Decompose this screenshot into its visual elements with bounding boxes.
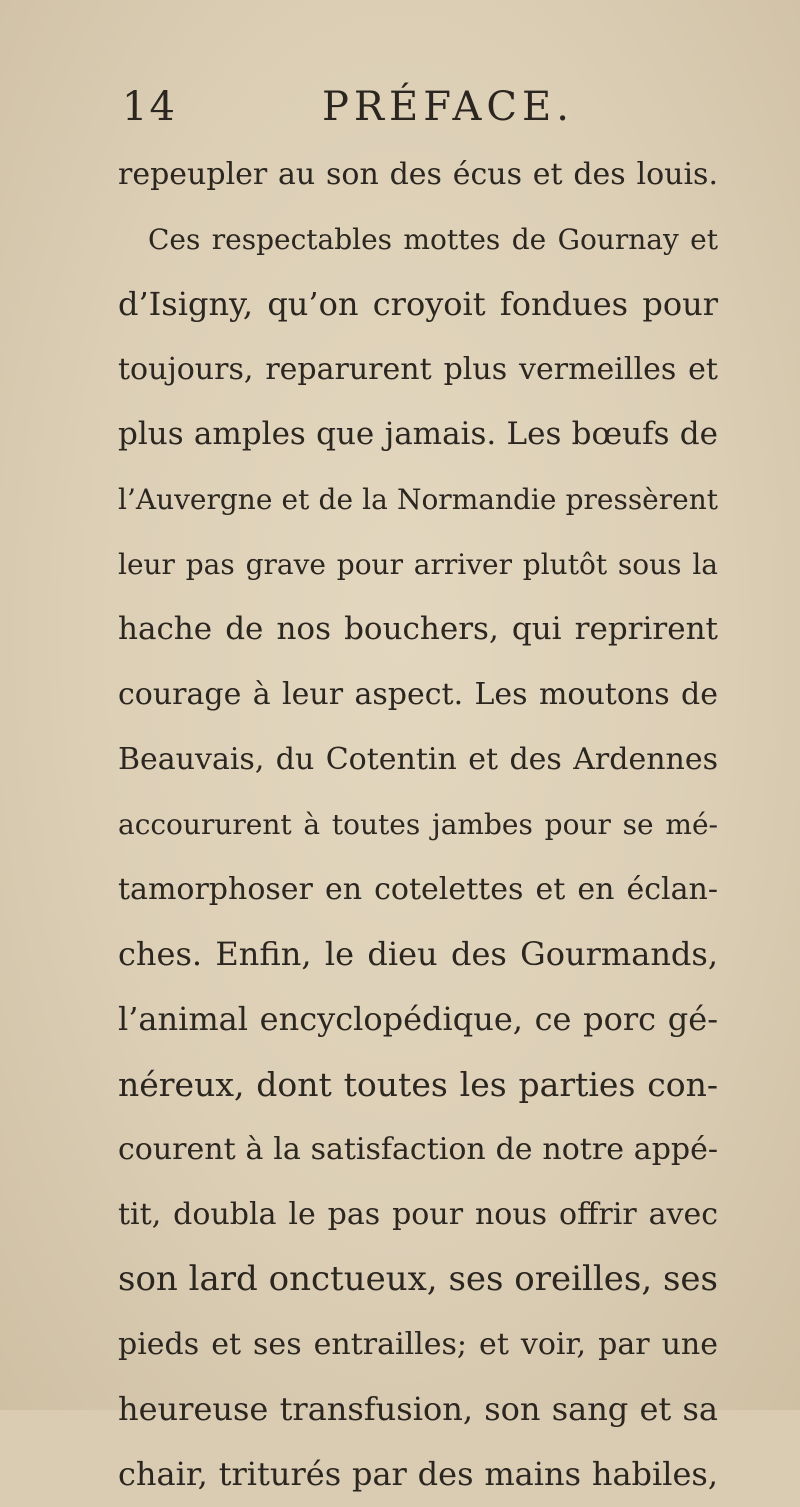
text-line: son lard onctueux, ses oreilles, ses [118, 1259, 718, 1299]
text-line: courage à leur aspect. Les moutons de [118, 677, 718, 712]
text-line: accoururent à toutes jambes pour se mé- [118, 808, 718, 841]
page-number: 14 [122, 84, 177, 130]
text-line: l’animal encyclopédique, ce porc gé- [118, 1000, 718, 1038]
text-line: toujours, reparurent plus vermeilles et [118, 352, 718, 387]
text-line: Ces respectables mottes de Gournay et [148, 223, 718, 256]
text-line: tamorphoser en cotelettes et en éclan- [118, 872, 718, 907]
text-line: néreux, dont toutes les parties con- [118, 1065, 718, 1104]
text-line: leur pas grave pour arriver plutôt sous la [118, 548, 718, 581]
text-line: hache de nos bouchers, qui reprirent [118, 611, 718, 647]
text-line: courent à la satisfaction de notre appé- [118, 1132, 718, 1167]
text-line: chair, triturés par des mains habiles, [118, 1455, 718, 1493]
text-line: Beauvais, du Cotentin et des Ardennes [118, 742, 718, 777]
text-line: d’Isigny, qu’on croyoit fondues pour [118, 285, 718, 323]
running-title: PRÉFACE. [322, 84, 574, 130]
text-line: l’Auvergne et de la Normandie pressèrent [118, 483, 718, 516]
text-line: heureuse transfusion, son sang et sa [118, 1390, 718, 1428]
text-line: repeupler au son des écus et des louis. [118, 157, 718, 192]
text-line: tit, doubla le pas pour nous offrir avec [118, 1197, 718, 1232]
text-line: plus amples que jamais. Les bœufs de [118, 416, 718, 452]
text-line: pieds et ses entrailles; et voir, par une [118, 1327, 718, 1362]
page-header [0, 82, 800, 132]
text-line: ches. Enfin, le dieu des Gourmands, [118, 935, 718, 973]
body-text [118, 142, 718, 1507]
